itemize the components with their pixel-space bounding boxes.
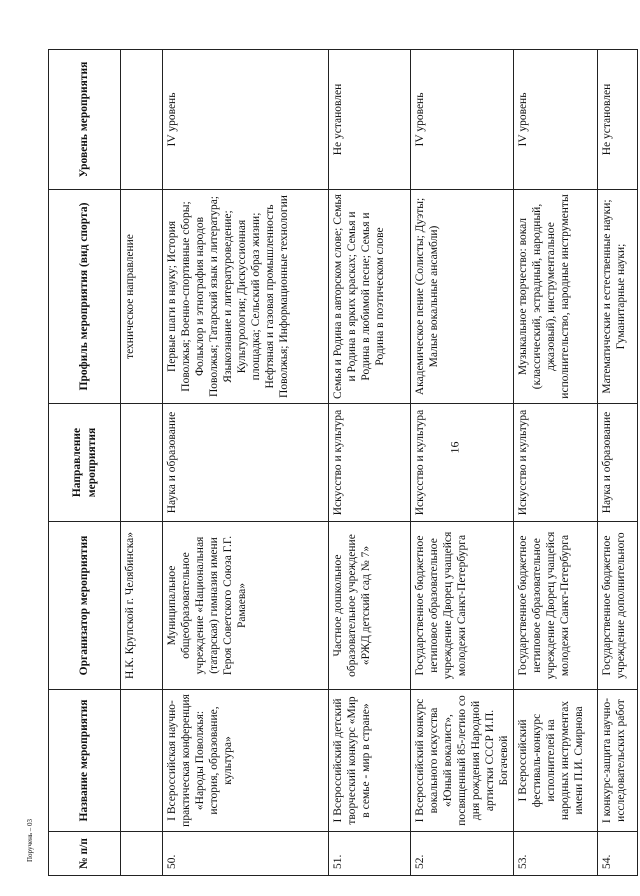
- page-number: 16: [447, 441, 462, 454]
- row-direction: Наука и образование: [163, 404, 329, 522]
- row-level: IV уровень: [163, 50, 329, 190]
- row-level: Не установлен: [329, 50, 411, 190]
- row-num: 52.: [411, 832, 514, 876]
- row-direction: Искусство и культура: [411, 404, 514, 522]
- row-name: I Всероссийский детский творческий конкурс «Мир в семье - мир в стране»: [329, 690, 411, 832]
- table-cell: [121, 832, 163, 876]
- table-row: [163, 50, 329, 876]
- row-level: Не установлен: [598, 50, 638, 190]
- row-profile: Математические и естественные науки; Гуманитарные науки;: [598, 190, 638, 404]
- header-direction: Направление мероприятия: [49, 404, 121, 522]
- row-organizer: Государственное бюджетное нетиповое образовательное учреждение Дворец учащейся молодежи Санкт-Петербурга: [514, 522, 598, 690]
- row-profile: Академическое пение (Солисты; Дуэты; Малые вокальные ансамбли): [411, 190, 514, 404]
- header-level: Уровень мероприятия: [49, 50, 121, 190]
- continuation-profile: техническое направление: [121, 190, 163, 404]
- row-level: IV уровень: [514, 50, 598, 190]
- row-profile: Семья и Родина в авторском слове; Семья и Родина в ярких красках; Семья и Родина в любимой песне; Семья и Родина в поэтическом слове: [329, 190, 411, 404]
- header-name: Название мероприятия: [49, 690, 121, 832]
- table-cell: [121, 690, 163, 832]
- row-organizer: Государственное бюджетное учреждение дополнительного: [598, 522, 638, 690]
- row-direction: Наука и образование: [598, 404, 638, 522]
- row-num: 54.: [598, 832, 638, 876]
- table-cell: [121, 404, 163, 522]
- row-level: IV уровень: [411, 50, 514, 190]
- row-name: I Всероссийская научно-практическая конференция «Народы Поволжья: история, образование, культура»: [163, 690, 329, 832]
- table-row: [598, 50, 638, 876]
- events-table: [48, 49, 638, 876]
- row-name: I Всероссийский конкурс вокального искусства «Юный вокалист», посвященный 85-летию со дня рождения Народной артистки СССР И.П. Богачевой: [411, 690, 514, 832]
- row-direction: Искусство и культура: [329, 404, 411, 522]
- row-num: 53.: [514, 832, 598, 876]
- header-profile: Профиль мероприятия (вид спорта): [49, 190, 121, 404]
- footer-note: Поручень – 03: [26, 818, 34, 862]
- row-name: I конкурс-защита научно-исследовательских работ: [598, 690, 638, 832]
- table-row: [329, 50, 411, 876]
- row-name: I Всероссийский фестиваль-конкурс исполнителей на народных инструментах имени П.И. Смирнова: [514, 690, 598, 832]
- rotated-table-sheet: [48, 50, 628, 876]
- table-cell: [121, 50, 163, 190]
- row-organizer: Государственное бюджетное нетиповое образовательное учреждение Дворец учащейся молодежи Санкт-Петербурга: [411, 522, 514, 690]
- row-organizer: Муниципальное общеобразовательное учреждение «Национальная (татарская) гимназия имени Героя Советского Союза Г.Г. Рамаева»: [163, 522, 329, 690]
- header-num: № п/п: [49, 832, 121, 876]
- table-row: [514, 50, 598, 876]
- row-organizer: Частное дошкольное образовательное учреждение «РЖД детский сад № 7»: [329, 522, 411, 690]
- continuation-row: [121, 50, 163, 876]
- row-num: 50.: [163, 832, 329, 876]
- row-profile: Первые шаги в науку; История Поволжья; Военно-спортивные сборы; Фольклор и этнография народов Поволжья; Татарский язык и литература; Языкознание и литературоведение; Культурология; Дискуссионная площадка; Сельский образ жизни; Нефтяная и газовая промышленность Поволжья; Информационные технологии: [163, 190, 329, 404]
- header-organizer: Организатор мероприятия: [49, 522, 121, 690]
- row-direction: Искусство и культура: [514, 404, 598, 522]
- table-row: [411, 50, 514, 876]
- row-profile: Музыкальное творчество: вокал (классический, эстрадный, народный, джазовый), инструментальное исполнительство, народные инструменты: [514, 190, 598, 404]
- continuation-organizer: Н.К. Крупской г. Челябинска»: [121, 522, 163, 690]
- row-num: 51.: [329, 832, 411, 876]
- table-header-row: [49, 50, 121, 876]
